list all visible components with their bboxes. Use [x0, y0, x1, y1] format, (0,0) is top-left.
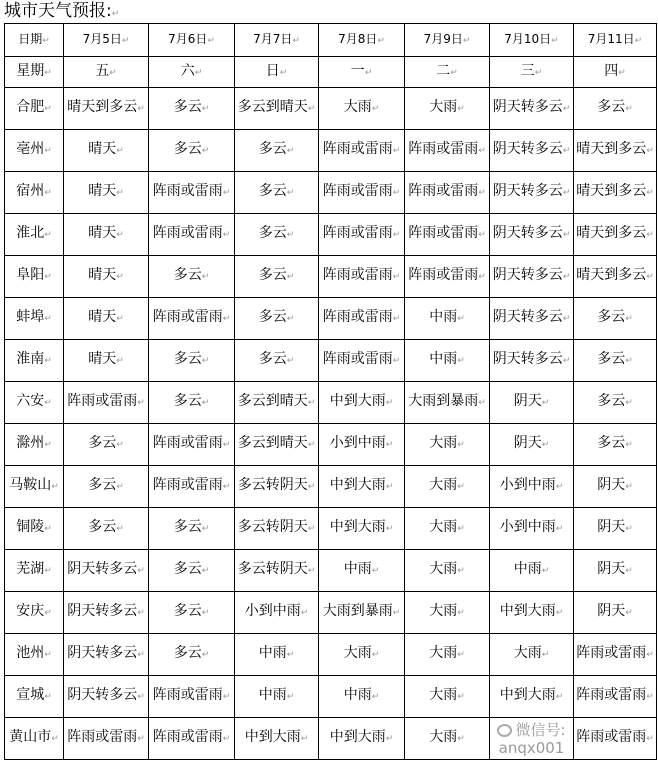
table-cell: 阴天转多云 ↵ [490, 214, 574, 256]
table-cell: 阵雨或雷雨 ↵ [319, 256, 405, 298]
table-cell: 阵雨或雷雨 ↵ [149, 718, 235, 760]
table-cell: 阴天转多云 ↵ [490, 88, 574, 130]
table-cell: 大雨到暴雨 ↵ [405, 382, 490, 424]
table-cell: 多云 ↵ [149, 592, 235, 634]
row-label-cell: 蚌埠 ↵ [5, 298, 64, 340]
table-cell: 中雨 ↵ [405, 340, 490, 382]
table-cell: 晴天 ↵ [64, 214, 149, 256]
table-cell: 阵雨或雷雨 ↵ [64, 382, 149, 424]
table-cell: 晴天 ↵ [64, 298, 149, 340]
table-cell: 多云 ↵ [149, 550, 235, 592]
table-cell: 阵雨或雷雨 ↵ [149, 466, 235, 508]
table-cell: 多云 ↵ [235, 214, 319, 256]
table-cell: 大雨 ↵ [405, 550, 490, 592]
table-cell: 阴天 ↵ [490, 424, 574, 466]
table-cell: 大雨 ↵ [405, 634, 490, 676]
row-label-cell: 铜陵 ↵ [5, 508, 64, 550]
table-cell: 阴天转多云 ↵ [64, 550, 149, 592]
table-cell: 阵雨或雷雨 ↵ [149, 298, 235, 340]
row-label-cell: 宿州 ↵ [5, 172, 64, 214]
row-label-cell: 滁州 ↵ [5, 424, 64, 466]
table-cell: 阵雨或雷雨 ↵ [405, 172, 490, 214]
table-cell: 中雨 ↵ [319, 676, 405, 718]
table-cell: 大雨 ↵ [405, 508, 490, 550]
weekday-row [5, 57, 657, 88]
table-cell: 阴天转多云 ↵ [64, 634, 149, 676]
row-label-cell: 六安 ↵ [5, 382, 64, 424]
table-cell: 多云 ↵ [235, 298, 319, 340]
table-cell: 中到大雨 ↵ [490, 676, 574, 718]
table-cell: 大雨 ↵ [405, 466, 490, 508]
table-cell: 多云 ↵ [149, 256, 235, 298]
table-cell: 多云转阴天 ↵ [235, 508, 319, 550]
table-cell: 大雨 ↵ [405, 676, 490, 718]
table-cell: 阵雨或雷雨 ↵ [319, 340, 405, 382]
table-row [5, 298, 657, 340]
table-cell: 多云到晴天 ↵ [235, 382, 319, 424]
table-cell: 阴天转多云 ↵ [490, 340, 574, 382]
row-label-cell: 日期 ↵ [5, 24, 64, 57]
table-cell: 四 ↵ [574, 57, 657, 88]
table-cell: 中到大雨 ↵ [319, 382, 405, 424]
table-cell: 阵雨或雷雨 ↵ [149, 214, 235, 256]
table-cell: 小到中雨 ↵ [490, 466, 574, 508]
table-row [5, 130, 657, 172]
table-cell: 多云 ↵ [64, 424, 149, 466]
table-row [5, 340, 657, 382]
table-cell: 多云到晴天 ↵ [235, 88, 319, 130]
table-cell: 中到大雨 ↵ [235, 718, 319, 760]
table-cell: 日 ↵ [235, 57, 319, 88]
row-label-cell: 淮南 ↵ [5, 340, 64, 382]
table-cell: 7月7日 ↵ [235, 24, 319, 57]
row-label-cell: 阜阳 ↵ [5, 256, 64, 298]
table-cell: 7月8日 ↵ [319, 24, 405, 57]
table-cell: 晴天 ↵ [64, 256, 149, 298]
table-cell: 晴天 ↵ [64, 172, 149, 214]
table-cell: 多云 ↵ [149, 130, 235, 172]
table-cell: 中雨 ↵ [490, 550, 574, 592]
row-label-cell: 宣城 ↵ [5, 676, 64, 718]
table-cell: 阴天转多云 ↵ [64, 592, 149, 634]
table-cell: 六 ↵ [149, 57, 235, 88]
table-cell: 中到大雨 ↵ [319, 718, 405, 760]
table-cell: 多云转阴天 ↵ [235, 466, 319, 508]
table-cell: 7月9日 ↵ [405, 24, 490, 57]
wechat-icon [497, 724, 512, 737]
table-cell: 晴天到多云 ↵ [574, 214, 657, 256]
table-cell: 阵雨或雷雨 ↵ [319, 214, 405, 256]
table-cell: 7月6日 ↵ [149, 24, 235, 57]
table-cell: 阴天 ↵ [574, 592, 657, 634]
table-cell: 阴天 ↵ [574, 466, 657, 508]
header-row [5, 24, 657, 57]
table-cell: 晴天到多云 ↵ [574, 172, 657, 214]
table-cell: 阵雨或雷雨 ↵ [574, 718, 657, 760]
table-cell: 多云 ↵ [574, 298, 657, 340]
table-cell: 多云 ↵ [149, 382, 235, 424]
table-cell: 晴天到多云 ↵ [574, 256, 657, 298]
row-label-cell: 安庆 ↵ [5, 592, 64, 634]
table-cell: 多云 ↵ [64, 508, 149, 550]
table-row [5, 382, 657, 424]
table-cell: 阴天转多云 ↵ [64, 676, 149, 718]
table-cell: 阴天转多云 ↵ [490, 172, 574, 214]
table-cell: 阵雨或雷雨 ↵ [574, 634, 657, 676]
table-row [5, 214, 657, 256]
table-cell: 多云 ↵ [574, 382, 657, 424]
table-cell: 大雨 ↵ [405, 718, 490, 760]
table-cell: 7月5日 ↵ [64, 24, 149, 57]
table-cell: 小到中雨 ↵ [319, 424, 405, 466]
table-cell: 多云转阴天 ↵ [235, 550, 319, 592]
table-cell: 阴天转多云 ↵ [490, 130, 574, 172]
table-row [5, 508, 657, 550]
table-cell: 一 ↵ [319, 57, 405, 88]
table-cell: 多云 ↵ [235, 130, 319, 172]
watermark-text: 微信号: anqx001 [498, 720, 566, 757]
table-cell: 阵雨或雷雨 ↵ [319, 298, 405, 340]
table-cell: 阵雨或雷雨 ↵ [405, 256, 490, 298]
page-title: 城市天气预报: ↵ [4, 0, 119, 25]
table-row [5, 172, 657, 214]
table-cell: 晴天到多云 ↵ [574, 130, 657, 172]
table-cell: 晴天 ↵ [64, 340, 149, 382]
table-cell: 晴天到多云 ↵ [64, 88, 149, 130]
table-cell: 阵雨或雷雨 ↵ [149, 424, 235, 466]
table-cell: 7月10日 ↵ [490, 24, 574, 57]
table-cell: 阴天转多云 ↵ [490, 298, 574, 340]
table-cell: 多云 ↵ [149, 634, 235, 676]
table-cell: 阴天转多云 ↵ [490, 256, 574, 298]
table-row [5, 718, 657, 760]
table-cell: 中雨 ↵ [319, 550, 405, 592]
table-cell: 大雨 ↵ [319, 634, 405, 676]
table-cell: 大雨到暴雨 ↵ [319, 592, 405, 634]
table-cell: 小到中雨 ↵ [490, 508, 574, 550]
watermark [491, 721, 572, 757]
table-cell: 阴天 ↵ [574, 508, 657, 550]
table-cell [490, 718, 574, 760]
table-row [5, 88, 657, 130]
table-cell: 晴天 ↵ [64, 130, 149, 172]
table-cell: 阵雨或雷雨 ↵ [149, 676, 235, 718]
table-cell: 大雨 ↵ [405, 424, 490, 466]
table-cell: 中到大雨 ↵ [490, 592, 574, 634]
table-cell: 多云 ↵ [149, 508, 235, 550]
row-label-cell: 亳州 ↵ [5, 130, 64, 172]
table-cell: 阵雨或雷雨 ↵ [64, 718, 149, 760]
table-cell: 阵雨或雷雨 ↵ [405, 130, 490, 172]
table-cell: 阵雨或雷雨 ↵ [319, 172, 405, 214]
table-cell: 中雨 ↵ [235, 634, 319, 676]
table-cell: 中到大雨 ↵ [319, 508, 405, 550]
table-cell: 多云 ↵ [574, 424, 657, 466]
table-cell: 大雨 ↵ [405, 592, 490, 634]
table-cell: 多云 ↵ [64, 466, 149, 508]
table-cell: 多云到晴天 ↵ [235, 424, 319, 466]
table-cell: 中到大雨 ↵ [319, 466, 405, 508]
table-row [5, 256, 657, 298]
row-label-cell: 马鞍山 ↵ [5, 466, 64, 508]
table-cell: 多云 ↵ [235, 340, 319, 382]
table-cell: 阴天 ↵ [490, 382, 574, 424]
table-cell: 小到中雨 ↵ [235, 592, 319, 634]
table-row [5, 592, 657, 634]
table-cell: 三 ↵ [490, 57, 574, 88]
table-cell: 多云 ↵ [149, 88, 235, 130]
table-cell: 五 ↵ [64, 57, 149, 88]
table-row [5, 466, 657, 508]
row-label-cell: 星期 ↵ [5, 57, 64, 88]
table-row [5, 550, 657, 592]
table-cell: 大雨 ↵ [490, 634, 574, 676]
table-cell: 大雨 ↵ [405, 88, 490, 130]
table-row [5, 424, 657, 466]
table-cell: 阵雨或雷雨 ↵ [574, 676, 657, 718]
row-label-cell: 合肥 ↵ [5, 88, 64, 130]
table-cell: 多云 ↵ [574, 88, 657, 130]
table-cell: 阵雨或雷雨 ↵ [319, 130, 405, 172]
weather-forecast-table [4, 23, 657, 760]
table-cell: 7月11日 ↵ [574, 24, 657, 57]
table-cell: 中雨 ↵ [235, 676, 319, 718]
table-row [5, 676, 657, 718]
table-cell: 多云 ↵ [235, 172, 319, 214]
table-cell: 多云 ↵ [574, 340, 657, 382]
table-row [5, 634, 657, 676]
row-label-cell: 芜湖 ↵ [5, 550, 64, 592]
table-cell: 阵雨或雷雨 ↵ [405, 214, 490, 256]
table-cell: 中雨 ↵ [405, 298, 490, 340]
table-cell: 阵雨或雷雨 ↵ [149, 172, 235, 214]
table-cell: 二 ↵ [405, 57, 490, 88]
table-cell: 阴天 ↵ [574, 550, 657, 592]
row-label-cell: 池州 ↵ [5, 634, 64, 676]
table-cell: 大雨 ↵ [319, 88, 405, 130]
row-label-cell: 淮北 ↵ [5, 214, 64, 256]
row-label-cell: 黄山市 ↵ [5, 718, 64, 760]
table-cell: 多云 ↵ [149, 340, 235, 382]
table-cell: 多云 ↵ [235, 256, 319, 298]
